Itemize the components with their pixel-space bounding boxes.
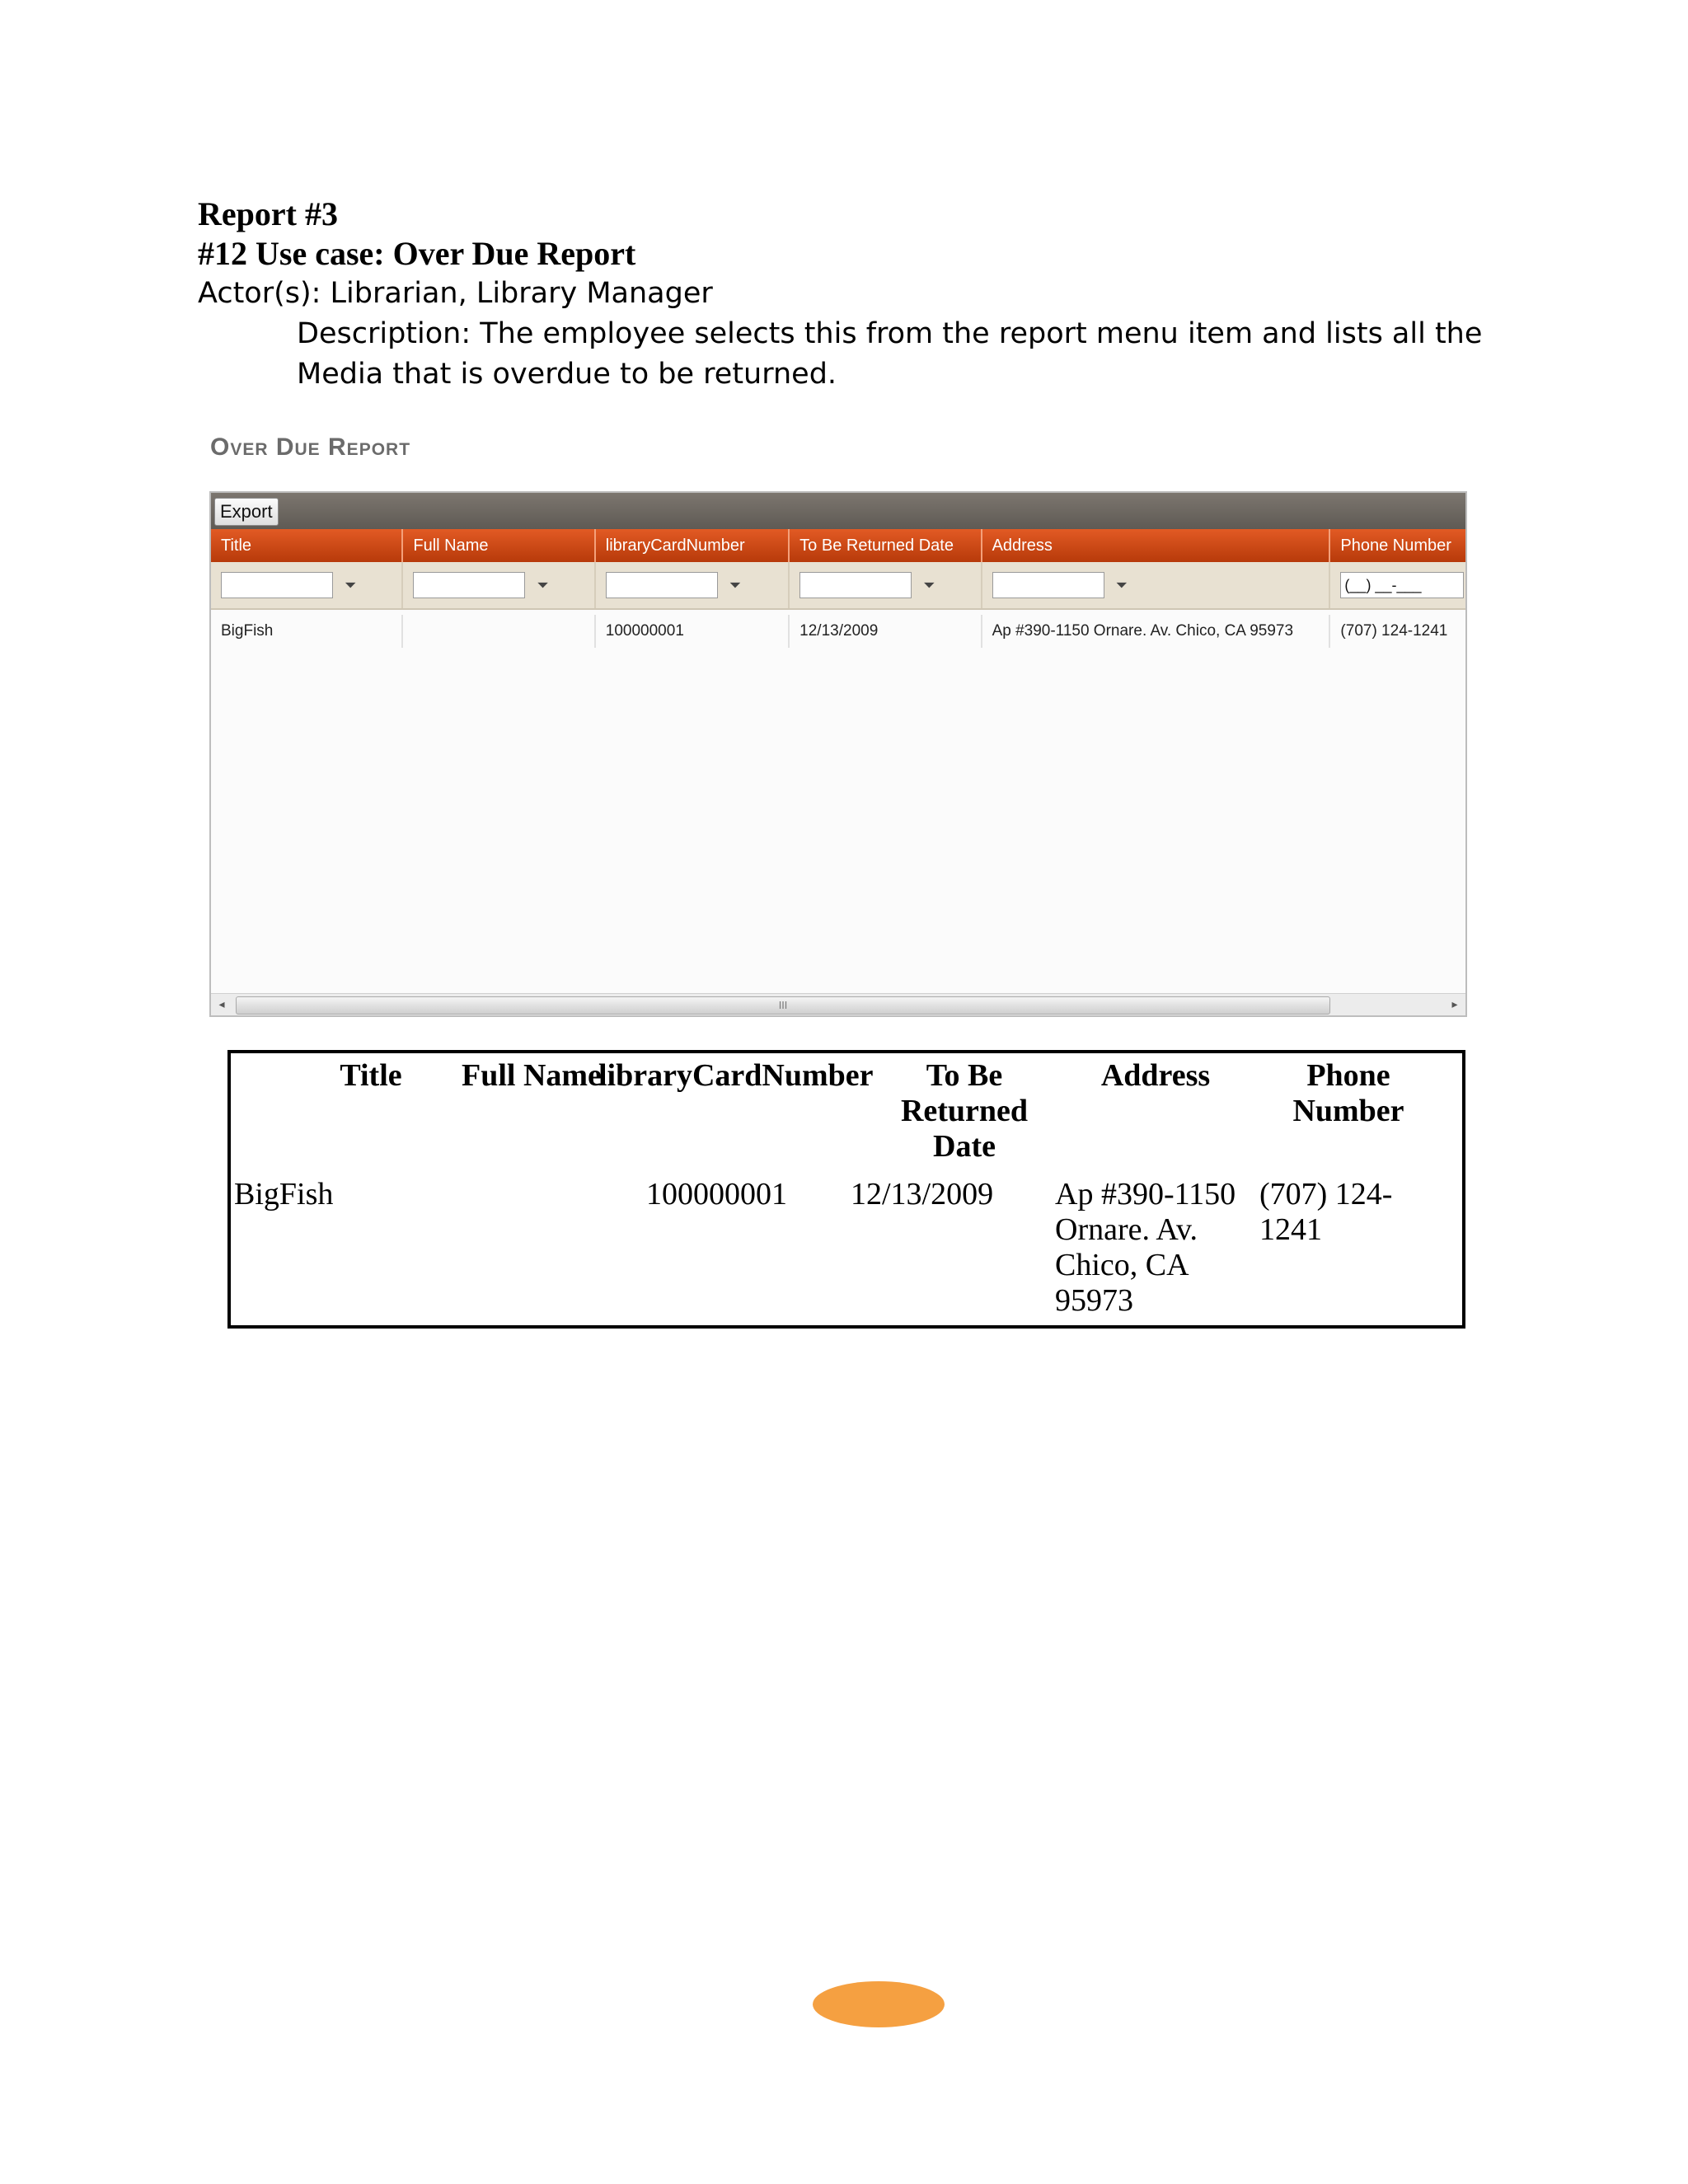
filter-input-full-name[interactable]: [413, 572, 525, 598]
grid-header-row: [211, 529, 1465, 562]
printed-cell-to-be-returned-date: 12/13/2009: [851, 1177, 994, 1212]
column-header-library-card-number[interactable]: libraryCardNumber: [596, 529, 790, 562]
cell-to-be-returned-date: 12/13/2009: [790, 615, 982, 648]
document-header: [198, 194, 1517, 395]
use-case-title: #12 Use case: Over Due Report: [198, 235, 636, 272]
description-text: Description: The employee selects this from the report menu item and lists all the Media that is overdue to be returned.: [297, 317, 1483, 391]
overdue-report-grid: [209, 491, 1467, 1017]
filter-input-library-card-number[interactable]: [606, 572, 718, 598]
printed-header-phone-number: Phone Number: [1292, 1058, 1404, 1128]
filter-cell-to-be-returned-date: [790, 562, 982, 608]
cell-address: Ap #390-1150 Ornare. Av. Chico, CA 95973: [982, 615, 1331, 648]
filter-funnel-icon[interactable]: ⏷: [345, 576, 357, 594]
filter-funnel-icon[interactable]: ⏷: [1115, 576, 1128, 594]
grid-filter-row: [211, 562, 1465, 610]
printed-header-title: Title: [340, 1058, 402, 1093]
grid-toolbar: [211, 493, 1465, 529]
filter-input-to-be-returned-date[interactable]: [799, 572, 912, 598]
filter-cell-address: [982, 562, 1331, 608]
cell-library-card-number: 100000001: [596, 615, 790, 648]
filter-funnel-icon[interactable]: ⏷: [537, 576, 549, 594]
filter-cell-title: [211, 562, 403, 608]
page-number-badge: [813, 1981, 945, 2027]
filter-input-address[interactable]: [992, 572, 1104, 598]
column-header-title[interactable]: Title: [211, 529, 403, 562]
column-header-full-name[interactable]: Full Name: [403, 529, 595, 562]
filter-cell-library-card-number: [596, 562, 790, 608]
filter-funnel-icon[interactable]: ⏷: [923, 576, 935, 594]
printed-header-address: Address: [1100, 1058, 1211, 1093]
printed-cell-title: BigFish: [234, 1177, 334, 1212]
cell-full-name: [403, 615, 595, 648]
horizontal-scrollbar[interactable]: [211, 993, 1465, 1015]
column-header-to-be-returned-date[interactable]: To Be Returned Date: [790, 529, 982, 562]
cell-phone-number: (707) 124-1241: [1340, 622, 1448, 640]
export-button[interactable]: Export: [214, 498, 279, 526]
printed-header-full-name: Full Name: [462, 1058, 602, 1093]
printed-report-table: [227, 1050, 1465, 1329]
filter-cell-full-name: [403, 562, 595, 608]
filter-cell-phone-number: [1330, 562, 1465, 608]
column-header-address[interactable]: Address: [982, 529, 1331, 562]
screen-caption: Over Due Report: [210, 434, 411, 461]
actors-line: Actor(s): Librarian, Library Manager: [198, 277, 713, 310]
column-header-phone-number[interactable]: Phone Number: [1340, 537, 1451, 555]
printed-cell-phone-number: (707) 124-1241: [1259, 1177, 1393, 1247]
printed-header-library-card-number: libraryCardNumber: [598, 1058, 874, 1093]
table-row[interactable]: [211, 615, 1465, 648]
report-number: Report #3: [198, 195, 338, 232]
printed-cell-address: Ap #390-1150 Ornare. Av. Chico, CA 95973: [1055, 1177, 1236, 1318]
scroll-left-arrow-icon[interactable]: ◂: [218, 998, 225, 1011]
filter-funnel-icon[interactable]: ⏷: [729, 576, 742, 594]
scroll-right-arrow-icon[interactable]: ▸: [1451, 998, 1458, 1011]
filter-input-title[interactable]: [221, 572, 333, 598]
printed-cell-library-card-number: 100000001: [646, 1177, 787, 1212]
description-line: [198, 314, 1517, 395]
printed-header-to-be-returned-date: To Be Returned Date: [900, 1058, 1029, 1164]
filter-input-phone-number[interactable]: [1340, 572, 1464, 598]
cell-title: BigFish: [211, 615, 403, 648]
scrollbar-thumb[interactable]: III: [236, 996, 1330, 1015]
